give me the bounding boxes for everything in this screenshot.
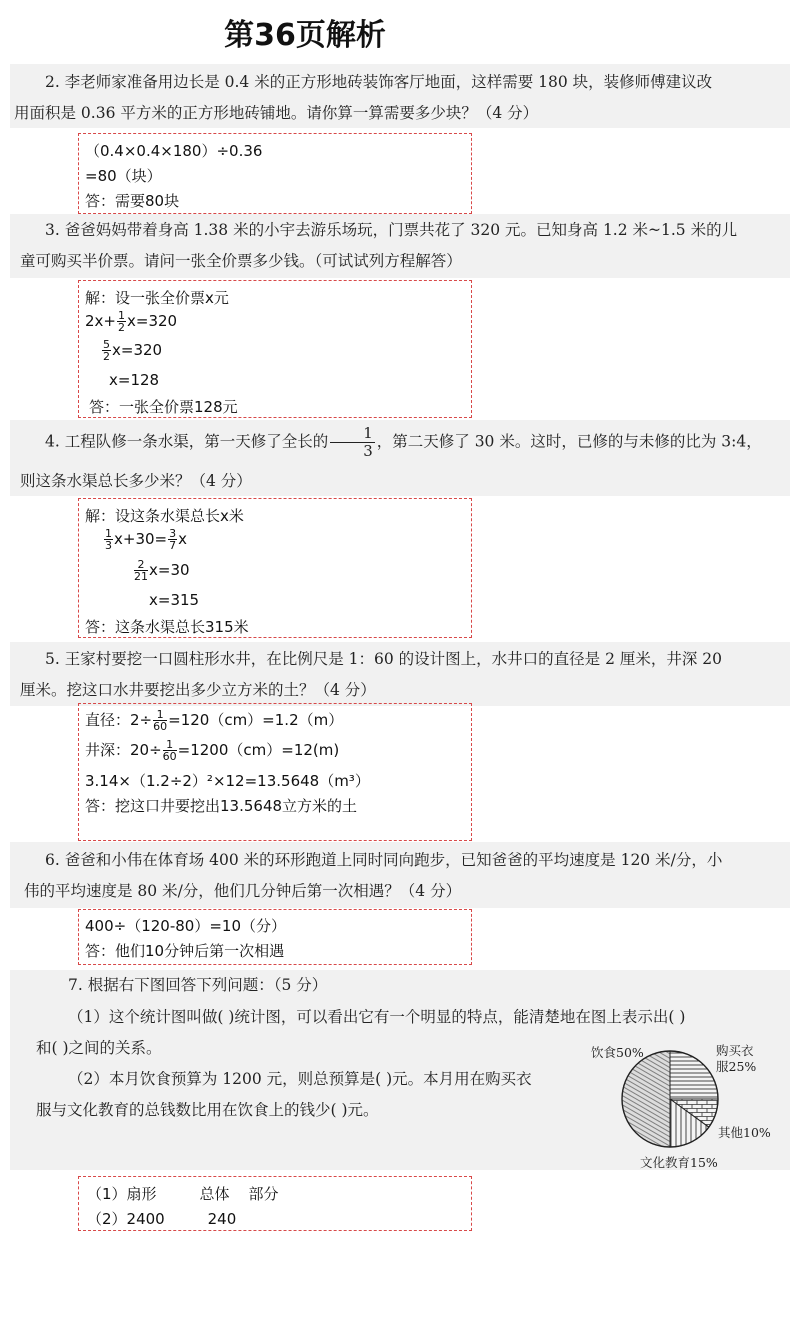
answer-4-line-3-post: x=30: [149, 561, 190, 579]
answer-4-line-2-mid: x+30=: [114, 530, 168, 548]
answer-3-line-3-post: x=320: [112, 341, 163, 359]
answer-5-line-2-post: =1200（cm）=12(m): [177, 741, 340, 759]
fraction-numerator: 1: [105, 527, 112, 540]
fraction-denominator: 2: [103, 350, 110, 363]
fraction: [102, 339, 111, 362]
question-2-line-1: 2. 李老师家准备用边长是 0.4 米的正方形地砖装饰客厅地面，这样需要 180 块，装修师傅建议改: [45, 73, 713, 91]
fraction-denominator: 2: [118, 321, 125, 334]
fraction: [330, 425, 375, 460]
answer-4-line-3: [133, 559, 190, 582]
fraction-numerator: 1: [330, 425, 375, 443]
question-6: [14, 845, 786, 907]
question-7-line-2: （1）这个统计图叫做( )统计图，可以看出它有一个明显的特点，能清楚地在图上表示出( ): [68, 1008, 686, 1026]
answer-box-7: [78, 1176, 472, 1231]
question-2-line-2: 用面积是 0.36 平方米的正方形地砖铺地。请你算一算需要多少块？（4 分）: [14, 104, 539, 122]
question-6-line-2: 伟的平均速度是 80 米/分，他们几分钟后第一次相遇？（4 分）: [24, 882, 462, 900]
question-7-line-1: 7. 根据右下图回答下列问题：（5 分）: [68, 976, 328, 994]
fraction: [168, 528, 177, 551]
question-3: [14, 215, 786, 277]
answer-box-5: [78, 703, 472, 841]
question-7-part-2: [14, 1064, 594, 1126]
fraction: [163, 739, 177, 762]
pie-slice-food: [622, 1051, 670, 1147]
question-7-line-4: （2）本月饮食预算为 1200 元，则总预算是( )元。本月用在购买衣: [68, 1070, 532, 1088]
fraction-denominator: 60: [162, 750, 177, 763]
answer-5-line-2: [85, 739, 339, 762]
answer-5-line-1: [85, 709, 343, 732]
answer-3-line-4: x=128: [109, 371, 160, 389]
answer-5-line-3: 3.14×（1.2÷2）²×12=13.5648（m³）: [85, 772, 370, 790]
question-2: [14, 67, 786, 129]
fraction: [153, 709, 167, 732]
answer-6-line-2: 答：他们10分钟后第一次相遇: [85, 942, 285, 960]
question-5: [14, 644, 786, 706]
fraction-denominator: 7: [169, 539, 177, 552]
question-3-line-1: 3. 爸爸妈妈带着身高 1.38 米的小宇去游乐场玩，门票共花了 320 元。已知身高 1.2 米~1.5 米的儿: [45, 221, 738, 239]
answer-box-6: [78, 909, 472, 965]
fraction-numerator: 1: [118, 309, 125, 322]
fraction-numerator: 2: [134, 559, 148, 571]
fraction: [104, 528, 113, 551]
question-4-line-1-post: ，第二天修了 30 米。这时，已修的与未修的比为 3:4，: [376, 432, 762, 451]
answer-3-line-2: [85, 310, 177, 333]
fraction: [117, 310, 126, 333]
answer-3-line-1: 解：设一张全价票x元: [85, 289, 229, 307]
question-4-line-1-pre: 4. 工程队修一条水渠，第一天修了全长的: [45, 432, 329, 451]
answer-4-line-5: 答：这条水渠总长315米: [85, 618, 249, 636]
answer-3-line-2-post: x=320: [127, 312, 178, 330]
answer-5-line-1-pre: 直径：2÷: [85, 711, 153, 729]
answer-4-line-1: 解：设这条水渠总长x米: [85, 507, 244, 525]
answer-2-line-3: 答：需要80块: [85, 192, 180, 210]
answer-7-line-2: （2）2400 240: [87, 1210, 237, 1228]
answer-4-line-2: [103, 528, 187, 551]
answer-5-line-2-pre: 井深：20÷: [85, 741, 162, 759]
pie-label-other: 其他10%: [718, 1125, 771, 1140]
fraction-denominator: 21: [134, 570, 148, 583]
fraction-denominator: 60: [153, 720, 168, 733]
fraction-numerator: 1: [153, 709, 167, 721]
pie-label-clothes-2: 服25%: [716, 1059, 757, 1074]
question-3-line-2: 童可购买半价票。请问一张全价票多少钱。（可试试列方程解答）: [20, 252, 462, 270]
pie-label-food: 饮食50%: [591, 1045, 644, 1060]
question-7-line-5: 服与文化教育的总钱数比用在饮食上的钱少( )元。: [36, 1101, 379, 1119]
answer-box-3: [78, 280, 472, 418]
pie-label-clothes-1: 购买衣: [716, 1043, 754, 1058]
answer-3-line-3: [101, 339, 162, 362]
question-4-line-2: 则这条水渠总长多少米？（4 分）: [20, 472, 252, 490]
answer-box-2: [78, 133, 472, 214]
answer-5-line-1-post: =120（cm）=1.2（m）: [168, 711, 344, 729]
answer-7-line-1: （1）扇形 总体 部分: [87, 1185, 279, 1203]
question-5-line-1: 5. 王家村要挖一口圆柱形水井，在比例尺是 1：60 的设计图上，水井口的直径是 2 厘米，井深 20: [45, 650, 723, 668]
answer-box-4: [78, 498, 472, 638]
question-7-line-3: 和( )之间的关系。: [36, 1039, 162, 1057]
page-title: 第36页解析: [224, 18, 386, 53]
pie-label-edu: 文化教育15%: [640, 1155, 718, 1170]
question-4: [14, 425, 786, 497]
answer-3-line-2-pre: 2x+: [85, 312, 116, 330]
question-6-line-1: 6. 爸爸和小伟在体育场 400 米的环形跑道上同时同向跑步，已知爸爸的平均速度是 120 米/分，小: [45, 851, 723, 869]
answer-3-line-5: 答：一张全价票128元: [89, 398, 238, 416]
question-7: [14, 970, 614, 1001]
fraction-denominator: 3: [363, 442, 373, 460]
answer-4-line-4: x=315: [149, 591, 200, 609]
fraction: [134, 559, 148, 582]
fraction-numerator: 1: [163, 739, 177, 751]
answer-5-line-4: 答：挖这口井要挖出13.5648立方米的土: [85, 797, 358, 815]
fraction-numerator: 5: [103, 338, 110, 351]
answer-4-line-2-post: x: [178, 530, 187, 548]
fraction-denominator: 3: [105, 539, 112, 552]
fraction-numerator: 3: [169, 527, 177, 540]
answer-2-line-2: =80（块）: [85, 167, 162, 185]
question-5-line-2: 厘米。挖这口水井要挖出多少立方米的土？（4 分）: [20, 681, 376, 699]
question-4-line-1: [14, 425, 786, 460]
answer-2-line-1: （0.4×0.4×180）÷0.36: [85, 142, 263, 160]
answer-6-line-1: 400÷（120-80）=10（分）: [85, 917, 286, 935]
